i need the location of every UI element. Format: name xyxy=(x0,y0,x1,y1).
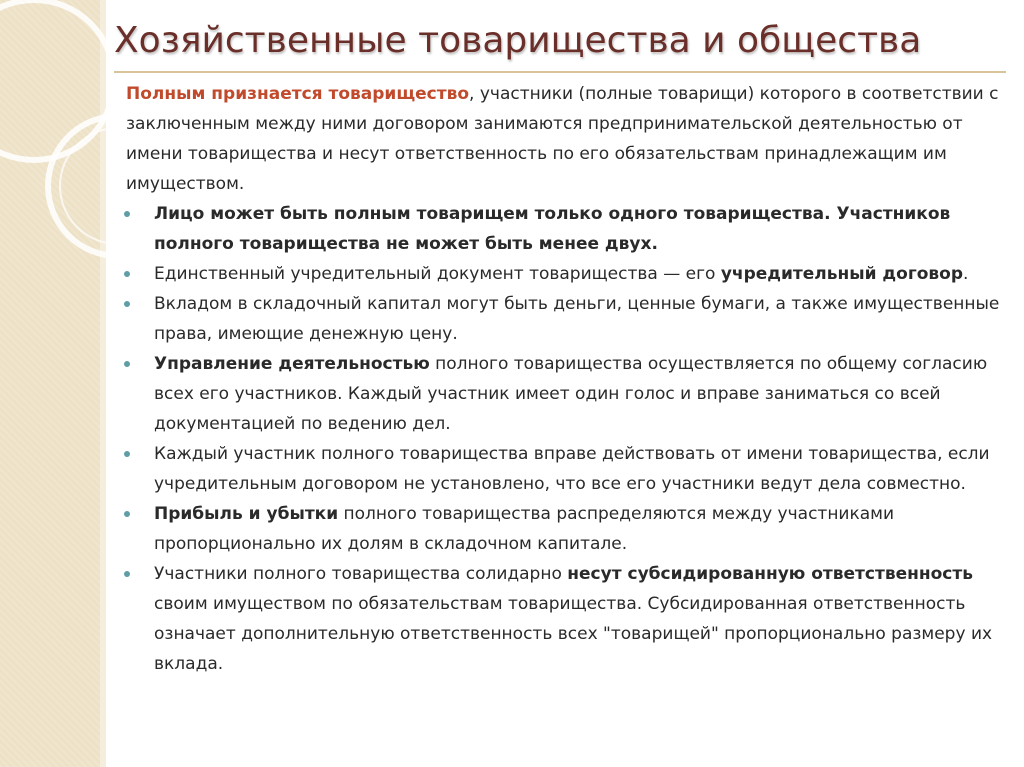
bullet-bold-text: несут субсидированную ответственность xyxy=(567,564,973,584)
intro-accent-text: Полным признается товарищество xyxy=(126,84,470,104)
bullet-text: Единственный учредительный документ товарищества — его xyxy=(154,264,721,284)
bullet-item-1 xyxy=(117,199,1006,259)
bullet-bold-text: Управление деятельностью xyxy=(154,354,430,374)
bullet-text: Каждый участник полного товарищества вправе действовать от имени товарищества, если учредительным договором не установлено, что все его участники ведут дела совместно. xyxy=(154,444,990,494)
bullet-dot-icon xyxy=(124,571,130,577)
bullet-text: полного товарищества распределяются между участниками пропорционально их долям в складочном капитале. xyxy=(154,504,895,554)
bullet-item-6 xyxy=(117,499,1006,559)
bullet-bold-text: Лицо может быть полным товарищем только одного товарищества. Участников полного товарищества не может быть менее двух. xyxy=(154,204,951,254)
bullet-text: Вкладом в складочный капитал могут быть деньги, ценные бумаги, а также имущественные права, имеющие денежную цену. xyxy=(154,294,1000,344)
deco-circle-large xyxy=(0,0,114,160)
intro-paragraph xyxy=(126,79,1006,199)
bullet-text: полного товарищества осуществляется по общему согласию всех его участников. Каждый участник имеет один голос и вправе заниматься со всей документацией по ведению дел. xyxy=(154,354,988,434)
bullet-item-5 xyxy=(117,439,1006,499)
bullet-dot-icon xyxy=(124,451,130,457)
bullet-bold-text: учредительный договор xyxy=(720,264,964,284)
bullet-item-7 xyxy=(117,559,1006,679)
bullet-dot-icon xyxy=(124,211,130,217)
bullet-text: Участники полного товарищества солидарно xyxy=(154,564,568,584)
bullet-list xyxy=(126,199,1006,679)
bullet-dot-icon xyxy=(124,271,130,277)
bullet-text: своим имуществом по обязательствам товарищества. Субсидированная ответственность означает дополнительную ответственность всех "товарищей" пропорционально размеру их вклада. xyxy=(154,594,993,674)
bullet-item-3 xyxy=(117,289,1006,349)
bullet-item-4 xyxy=(117,349,1006,439)
bullet-bold-text: Прибыль и убытки xyxy=(154,504,339,524)
bullet-text: . xyxy=(963,264,969,284)
bullet-dot-icon xyxy=(124,301,130,307)
bullet-dot-icon xyxy=(124,361,130,367)
intro-text: , участники (полные товарищи) которого в соответствии с заключенным между ними договором занимаются предпринимательской деятельностью от имени товарищества и несут ответственность по его обязательствам принадлежащим им имуществом. xyxy=(126,84,999,194)
bullet-dot-icon xyxy=(124,511,130,517)
slide-title: Хозяйственные товарищества и общества xyxy=(114,20,922,61)
bullet-item-2 xyxy=(117,259,1006,289)
title-underline xyxy=(114,71,1006,73)
slide-content xyxy=(126,79,1006,679)
